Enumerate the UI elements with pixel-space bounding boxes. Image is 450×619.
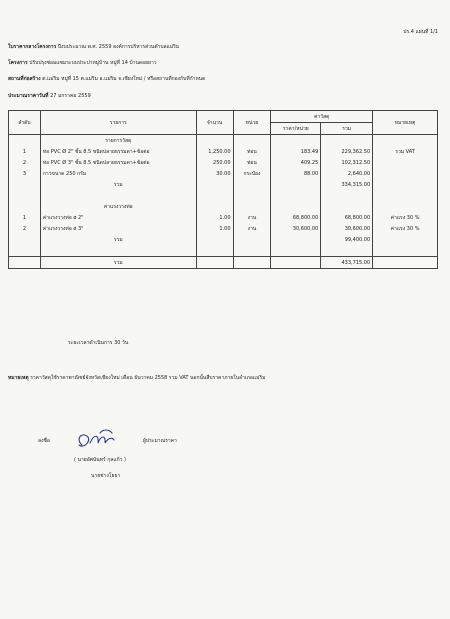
signer-role: ผู้ประมาณราคา bbox=[143, 438, 177, 444]
sign-label: ลงชื่อ bbox=[38, 438, 50, 444]
col-total: รวม bbox=[321, 123, 373, 135]
signer-name: ( นายอัศนันทร์ กุลแก้ว ) bbox=[74, 457, 126, 463]
signature-stroke bbox=[79, 430, 114, 446]
title-value: ปีงบประมาณ พ.ศ. 2559 องค์การบริหารส่วนตำบลแม่ริม bbox=[57, 44, 180, 50]
col-qty: จำนวน bbox=[196, 111, 233, 135]
signature-mark bbox=[72, 428, 130, 454]
subtotal-row bbox=[9, 234, 438, 245]
col-unit-price: ราคา/หน่วย bbox=[271, 123, 321, 135]
location-line bbox=[8, 77, 205, 82]
grand-total-value: 433,715.00 bbox=[321, 257, 373, 269]
remark-value: ราคาวัสดุใช้ราคาพาณิชย์จังหวัดเชียงใหม่ เดือน ธันวาคม 2558 รวม VAT นอกนั้นสืบราคาภายในอำเภอแม่ริม bbox=[30, 375, 266, 381]
date-line bbox=[8, 94, 91, 99]
table-row: 1 ค่าแรงวางท่อ ø 2" 1.00 งาน 68,800.00 68,800.00 ค่าแรง 30 % bbox=[9, 212, 438, 223]
grand-total-label: รวม bbox=[40, 257, 196, 269]
subtotal-value: 99,400.00 bbox=[321, 234, 373, 245]
section-title-row bbox=[9, 201, 438, 212]
table-row: 3 กาวขนาด 250 กรัม 30.00 กระป๋อง 88.00 2,640.00 bbox=[9, 168, 438, 179]
col-note: หมายเหตุ bbox=[373, 111, 438, 135]
duration: ระยะเวลาดำเนินการ 30 วัน bbox=[68, 340, 129, 346]
cost-table bbox=[8, 110, 438, 269]
location-value: ต.แม่ริม หมู่ที่ 15 ต.แม่ริม อ.แม่ริม จ.เชียงใหม่ / หรือสถานที่กองกับที่กำหนด bbox=[42, 76, 206, 82]
col-unit: หน่วย bbox=[233, 111, 271, 135]
location-label: สถานที่ก่อสร้าง bbox=[8, 76, 41, 82]
header-row bbox=[9, 111, 438, 123]
signer-position: นายช่างโยธา bbox=[91, 473, 121, 479]
section-title: ค่าแรงวางท่อ bbox=[40, 201, 196, 212]
subtotal-row bbox=[9, 179, 438, 190]
table-row: 1 ท่อ PVC Ø 2" ชั้น 8.5 ชนิดปลายธรรมดา+ข้อต่อ 1,250.00 ท่อน 183.49 229,362.50 รวม VAT bbox=[9, 146, 438, 157]
col-no: ลำดับ bbox=[9, 111, 41, 135]
project-line bbox=[8, 61, 157, 66]
table-row: 2 ค่าแรงวางท่อ ø 3" 1.00 งาน 30,600.00 30,600.00 ค่าแรง 30 % bbox=[9, 223, 438, 234]
subtotal-label: รวม bbox=[40, 179, 196, 190]
title-label: ใบราคากลางโครงการ bbox=[8, 44, 57, 50]
remark-line bbox=[8, 376, 265, 381]
date-value: 27 มกราคม 2559 bbox=[50, 93, 91, 99]
page-number: ปร.4 แผ่นที่ 1/1 bbox=[403, 29, 438, 35]
title-line bbox=[8, 45, 179, 50]
project-label: โครงการ bbox=[8, 60, 28, 66]
remark-label: หมายเหตุ bbox=[8, 375, 29, 381]
subtotal-value: 334,315.00 bbox=[321, 179, 373, 190]
date-label: ประมาณราคาวันที่ bbox=[8, 93, 49, 99]
project-value: ปรับปรุงซ่อมแซมระบบประปาหมู่บ้าน หมู่ที่ 14 บ้านดอยยาว bbox=[29, 60, 157, 66]
subtotal-label: รวม bbox=[40, 234, 196, 245]
section-title: รายการวัสดุ bbox=[40, 135, 196, 147]
table-row: 2 ท่อ PVC Ø 3" ชั้น 8.5 ชนิดปลายธรรมดา+ข้อต่อ 250.00 ท่อน 409.25 102,312.50 bbox=[9, 157, 438, 168]
col-cost: ค่าวัสดุ bbox=[271, 111, 373, 123]
section-title-row bbox=[9, 135, 438, 147]
col-item: รายการ bbox=[40, 111, 196, 135]
grand-total-row bbox=[9, 257, 438, 269]
